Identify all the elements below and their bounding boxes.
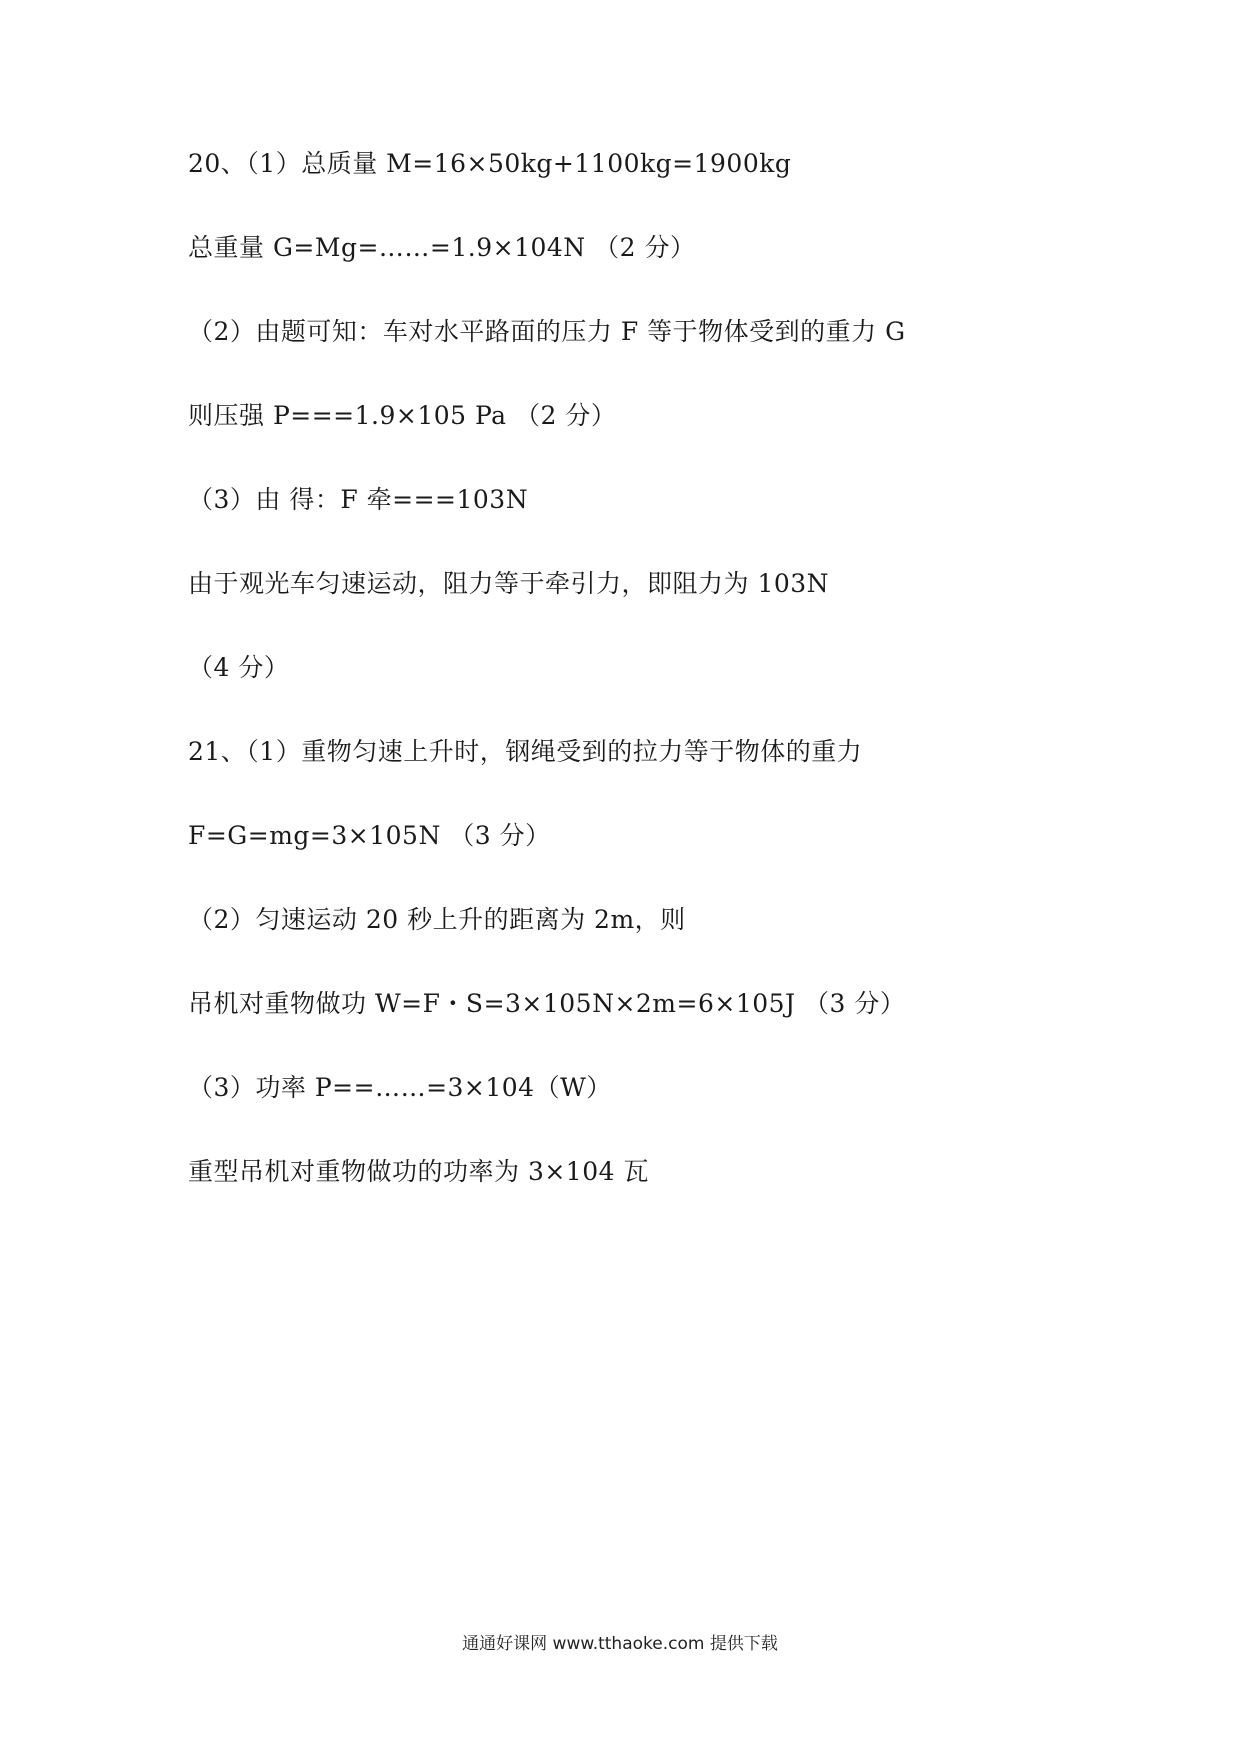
answer-21-part3-power: （3）功率 P==……=3×104（W）	[188, 1073, 612, 1102]
answer-20-part2-pressure-force: （2）由题可知：车对水平路面的压力 F 等于物体受到的重力 G	[188, 317, 906, 346]
answer-21-part1-tension: 21、（1）重物匀速上升时，钢绳受到的拉力等于物体的重力	[188, 737, 863, 766]
answer-20-part3-score: （4 分）	[188, 653, 290, 682]
answer-20-part2-pressure: 则压强 P===1.9×105 Pa （2 分）	[188, 401, 617, 430]
answer-20-part1-mass: 20、（1）总质量 M=16×50kg+1100kg=1900kg	[188, 149, 792, 178]
answer-21-part3-conclusion: 重型吊机对重物做功的功率为 3×104 瓦	[188, 1157, 649, 1186]
answer-20-part1-weight: 总重量 G=Mg=……=1.9×104N （2 分）	[188, 233, 696, 262]
answer-20-part3-traction: （3）由 得：F 牵===103N	[188, 485, 529, 514]
answer-21-part2-distance: （2）匀速运动 20 秒上升的距离为 2m，则	[188, 905, 686, 934]
answer-21-part1-force: F=G=mg=3×105N （3 分）	[188, 821, 551, 850]
answer-20-part3-resistance: 由于观光车匀速运动，阻力等于牵引力，即阻力为 103N	[188, 569, 830, 598]
page-footer: 通通好课网 www.tthaoke.com 提供下载	[462, 1634, 778, 1654]
answer-21-part2-work: 吊机对重物做功 W=F・S=3×105N×2m=6×105J （3 分）	[188, 989, 906, 1018]
